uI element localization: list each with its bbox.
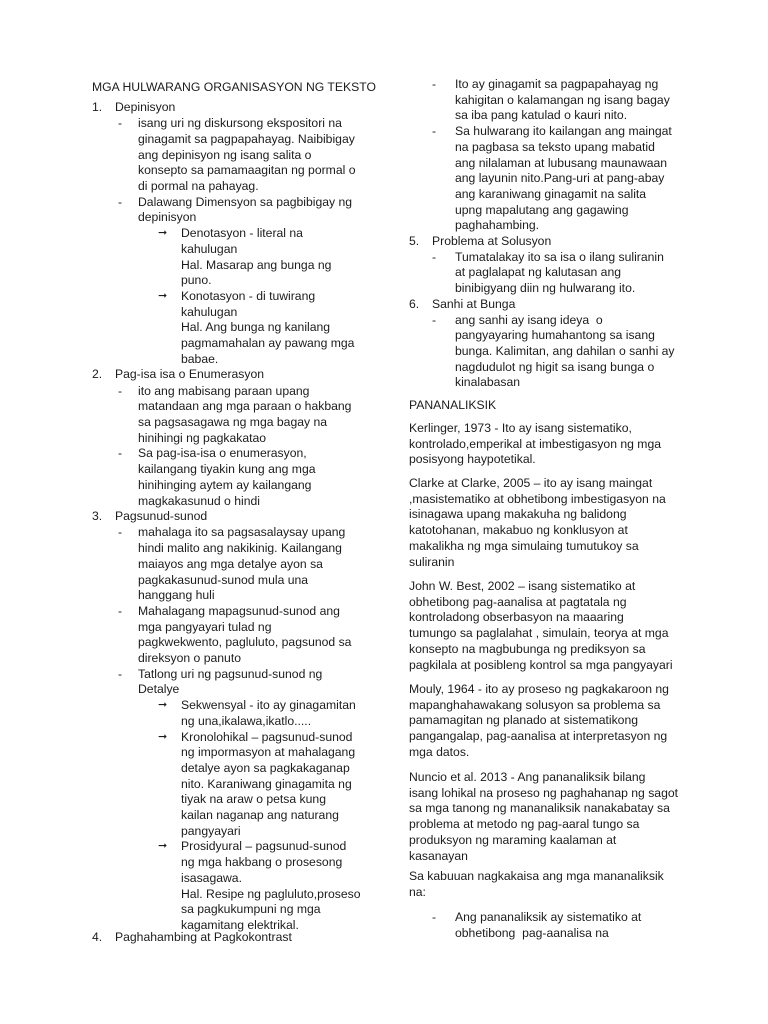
bullet-text-line: binibigyang diin ng hulwarang ito. bbox=[455, 281, 636, 296]
bullet-text-line: hinihinging aytem ay kailangang bbox=[138, 477, 312, 492]
bullet-text-line: isang uri ng diskursong ekspositori na bbox=[138, 116, 342, 131]
bullet-text-line: kahigitan o kalamangan ng isang bagay bbox=[455, 92, 670, 107]
paragraph-line: mapanghahawakang solusyon sa problema sa bbox=[409, 697, 661, 712]
arrow-marker: ➞ bbox=[158, 730, 168, 743]
bullet-text-line: Hal. Masarap ang bunga ng bbox=[181, 257, 332, 272]
section-heading: PANANALIKSIK bbox=[409, 398, 497, 412]
bullet-text-line: kahulugan bbox=[181, 241, 238, 256]
dash-marker: - bbox=[118, 116, 123, 131]
paragraph-line: tumungo sa paglalahat , simulain, teorya at mga bbox=[409, 626, 669, 641]
paragraph-line: pangangalap, pag-aanalisa at interpretasyon ng bbox=[409, 729, 668, 744]
bullet-text-line: Mahalagang mapagsunud-sunod ang bbox=[138, 603, 340, 618]
arrow-marker: ➞ bbox=[158, 699, 168, 712]
bullet-text-line: pangyayaring humahantong sa isang bbox=[455, 328, 655, 343]
bullet-text-line: Kronolohikal – pagsunud-sunod bbox=[181, 729, 353, 744]
paragraph-line: problema at metodo ng pag-aaral tungo sa bbox=[409, 817, 640, 832]
paragraph-line: sa mga tanong ng mananaliksik nanakabatay sa bbox=[409, 801, 670, 816]
bullet-text-line: Konotasyon - di tuwirang bbox=[181, 288, 316, 303]
bullet-text-line: ng una,ikalawa,ikatlo..... bbox=[181, 713, 312, 728]
bullet-text-line: puno. bbox=[181, 273, 212, 288]
paragraph-line: obhetibong pag-aanalisa at pagtatala ng bbox=[409, 594, 627, 609]
bullet-text-line: Sa pag-isa-isa o enumerasyon, bbox=[138, 446, 307, 461]
dash-marker: - bbox=[118, 603, 123, 618]
paragraph-line: Kerlinger, 1973 - Ito ay isang sistematiko, bbox=[409, 421, 632, 435]
page-title: MGA HULWARANG ORGANISASYON NG TEKSTO bbox=[92, 80, 376, 94]
arrow-marker: ➞ bbox=[158, 840, 168, 853]
paragraph-line: Mouly, 1964 - ito ay proseso ng pagkakaroon ng bbox=[409, 682, 669, 696]
bullet-text-line: hindi malito ang nakikinig. Kailangang bbox=[138, 541, 342, 556]
bullet-text-line: upng mapalutang ang gagawing bbox=[455, 202, 629, 217]
dash-marker: - bbox=[118, 525, 123, 540]
bullet-text-line: magkakasunud o hindi bbox=[138, 493, 260, 508]
bullet-text-line: isasagawa. bbox=[181, 870, 242, 885]
paragraph-line: na: bbox=[409, 884, 426, 899]
bullet-text-line: ang karaniwang ginagamit na salita bbox=[455, 186, 647, 201]
section-heading: Sanhi at Bunga bbox=[432, 296, 516, 311]
bullet-text-line: ang sanhi ay isang ideya o bbox=[455, 312, 603, 327]
bullet-text-line: Tatlong uri ng pagsunud-sunod ng bbox=[138, 666, 323, 681]
paragraph-line: makalikha ng mga simulaing tumutukoy sa bbox=[409, 538, 639, 553]
bullet-text-line: kagamitang elektrikal. bbox=[181, 917, 299, 932]
bullet-text-line: di pormal na pahayag. bbox=[138, 179, 259, 193]
section-number: 2. bbox=[92, 367, 103, 382]
paragraph-line: ,masistematiko at obhetibong imbestigasyon na bbox=[409, 491, 666, 506]
dash-marker: - bbox=[118, 383, 123, 398]
bullet-text-line: pagmamahalan ay pawang mga bbox=[181, 336, 355, 350]
bullet-text-line: mahalaga ito sa pagsasalaysay upang bbox=[138, 525, 346, 540]
bullet-text-line: obhetibong pag-aanalisa na bbox=[455, 925, 609, 940]
paragraph-line: Clarke at Clarke, 2005 – ito ay isang maingat bbox=[409, 476, 653, 490]
bullet-text-line: pagkwekwento, pagluluto, pagsunod sa bbox=[138, 635, 352, 650]
bullet-text-line: ng mga hakbang o prosesong bbox=[181, 855, 343, 870]
paragraph-line: kasanayan bbox=[409, 848, 468, 863]
paragraph-line: kontroladong obserbasyon na maaaring bbox=[409, 610, 624, 625]
paragraph-line: Nuncio et al. 2013 - Ang pananaliksik bilang bbox=[409, 770, 646, 784]
section-heading: Problema at Solusyon bbox=[432, 234, 552, 248]
bullet-text-line: pangyayari bbox=[181, 823, 241, 838]
bullet-text-line: ang depinisyon ng isang salita o bbox=[138, 147, 312, 162]
bullet-text-line: Prosidyural – pagsunud-sunod bbox=[181, 839, 347, 854]
dash-marker: - bbox=[432, 910, 437, 924]
bullet-text-line: Sekwensyal - ito ay ginagamitan bbox=[181, 698, 356, 713]
bullet-text-line: depinisyon bbox=[138, 210, 197, 225]
dash-marker: - bbox=[118, 446, 123, 461]
bullet-text-line: sa pagkukumpuni ng mga bbox=[181, 902, 321, 917]
paragraph-line: mga datos. bbox=[409, 744, 470, 759]
bullet-text-line: mga pangyayari tulad ng bbox=[138, 619, 272, 634]
section-number: 5. bbox=[409, 234, 420, 248]
bullet-text-line: Dalawang Dimensyon sa pagbibigay ng bbox=[138, 194, 353, 209]
section-heading: Pag-isa isa o Enumerasyon bbox=[115, 367, 265, 382]
bullet-text-line: Hal. Resipe ng pagluluto,proseso bbox=[181, 886, 361, 901]
bullet-text-line: kailangang tiyakin kung ang mga bbox=[138, 462, 316, 477]
dash-marker: - bbox=[118, 194, 123, 209]
dash-marker: - bbox=[432, 77, 437, 91]
paragraph-line: pagkilala at posibleng kontrol sa mga pangyayari bbox=[409, 657, 673, 672]
bullet-text-line: ang layunin nito.Pang-uri at pang-abay bbox=[455, 171, 665, 186]
paragraph-line: konsepto na magbubunga ng prediksyon sa bbox=[409, 641, 646, 656]
bullet-text-line: ginagamit sa pagpapahayag. Naibibigay bbox=[138, 131, 355, 146]
bullet-text-line: matandaan ang mga paraan o hakbang bbox=[138, 399, 352, 414]
bullet-text-line: Detalye bbox=[138, 682, 180, 697]
bullet-text-line: pagkakasunud-sunod mula una bbox=[138, 572, 309, 587]
bullet-text-line: tiyak na araw o petsa kung bbox=[181, 792, 326, 807]
section-heading: Paghahambing at Pagkokontrast bbox=[115, 930, 292, 944]
bullet-text-line: at paglalapat ng kalutasan ang bbox=[455, 265, 622, 280]
bullet-text-line: Sa hulwarang ito kailangan ang maingat bbox=[455, 124, 672, 139]
paragraph-line: produksyon ng maraming kaalaman at bbox=[409, 832, 617, 847]
bullet-text-line: direksyon o panuto bbox=[138, 651, 241, 665]
bullet-text-line: nagdudulot ng higit sa isang bunga o bbox=[455, 359, 655, 374]
bullet-text-line: kinalabasan bbox=[455, 375, 521, 390]
bullet-text-line: paghahambing. bbox=[455, 218, 540, 233]
bullet-text-line: ito ang mabisang paraan upang bbox=[138, 383, 310, 398]
bullet-text-line: Ang pananaliksik ay sistematiko at bbox=[455, 910, 642, 924]
paragraph-line: Sa kabuuan nagkakaisa ang mga mananaliksik bbox=[409, 869, 664, 883]
dash-marker: - bbox=[432, 249, 437, 264]
bullet-text-line: Denotasyon - literal na bbox=[181, 226, 303, 241]
bullet-text-line: na pagbasa sa teksto upang mabatid bbox=[455, 139, 655, 154]
section-number: 6. bbox=[409, 296, 420, 311]
paragraph-line: isang lohikal na proseso ng paghahanap ng sagot bbox=[409, 785, 679, 800]
dash-marker: - bbox=[118, 666, 123, 681]
bullet-text-line: sa iba pang katulad o kauri nito. bbox=[455, 108, 628, 123]
paragraph-line: posisyong haypotetikal. bbox=[409, 452, 536, 467]
bullet-text-line: ang nilalaman at lubusang maunawaan bbox=[455, 155, 668, 170]
paragraph-line: pamamagitan ng planado at sistematikong bbox=[409, 713, 638, 728]
bullet-text-line: bunga. Kalimitan, ang dahilan o sanhi ay bbox=[455, 343, 675, 358]
section-number: 1. bbox=[92, 100, 103, 114]
bullet-text-line: Hal. Ang bunga ng kanilang bbox=[181, 320, 331, 335]
paragraph-line: suliranin bbox=[409, 554, 455, 569]
paragraph-line: kontrolado,emperikal at imbestigasyon ng mga bbox=[409, 436, 662, 451]
section-heading: Depinisyon bbox=[115, 100, 176, 114]
bullet-text-line: detalye ayon sa pagkakaganap bbox=[181, 760, 350, 775]
bullet-text-line: babae. bbox=[181, 351, 219, 366]
bullet-text-line: hanggang huli bbox=[138, 588, 215, 603]
bullet-text-line: maiayos ang mga detalye ayon sa bbox=[138, 556, 323, 571]
dash-marker: - bbox=[432, 124, 437, 139]
bullet-text-line: kailan naganap ang naturang bbox=[181, 808, 339, 822]
section-number: 3. bbox=[92, 509, 103, 524]
paragraph-line: John W. Best, 2002 – isang sistematiko at bbox=[409, 579, 636, 593]
bullet-text-line: kahulugan bbox=[181, 304, 238, 319]
arrow-marker: ➞ bbox=[158, 227, 168, 240]
arrow-marker: ➞ bbox=[158, 289, 168, 302]
section-number: 4. bbox=[92, 930, 103, 944]
dash-marker: - bbox=[432, 312, 437, 327]
bullet-text-line: sa pagsasagawa ng mga bagay na bbox=[138, 415, 328, 429]
bullet-text-line: ng impormasyon at mahalagang bbox=[181, 745, 356, 760]
bullet-text-line: Tumatalakay ito sa isa o ilang suliranin bbox=[455, 249, 664, 264]
paragraph-line: katotohanan, makabuo ng konklusyon at bbox=[409, 523, 628, 538]
bullet-text-line: konsepto sa pamamaagitan ng pormal o bbox=[138, 163, 356, 178]
section-heading: Pagsunud-sunod bbox=[115, 509, 208, 524]
bullet-text-line: Ito ay ginagamit sa pagpapahayag ng bbox=[455, 77, 659, 91]
paragraph-line: isinagawa upang makakuha ng balidong bbox=[409, 507, 627, 522]
bullet-text-line: nito. Karaniwang ginagamita ng bbox=[181, 776, 352, 791]
bullet-text-line: hinihingi ng pagkakatao bbox=[138, 430, 267, 445]
